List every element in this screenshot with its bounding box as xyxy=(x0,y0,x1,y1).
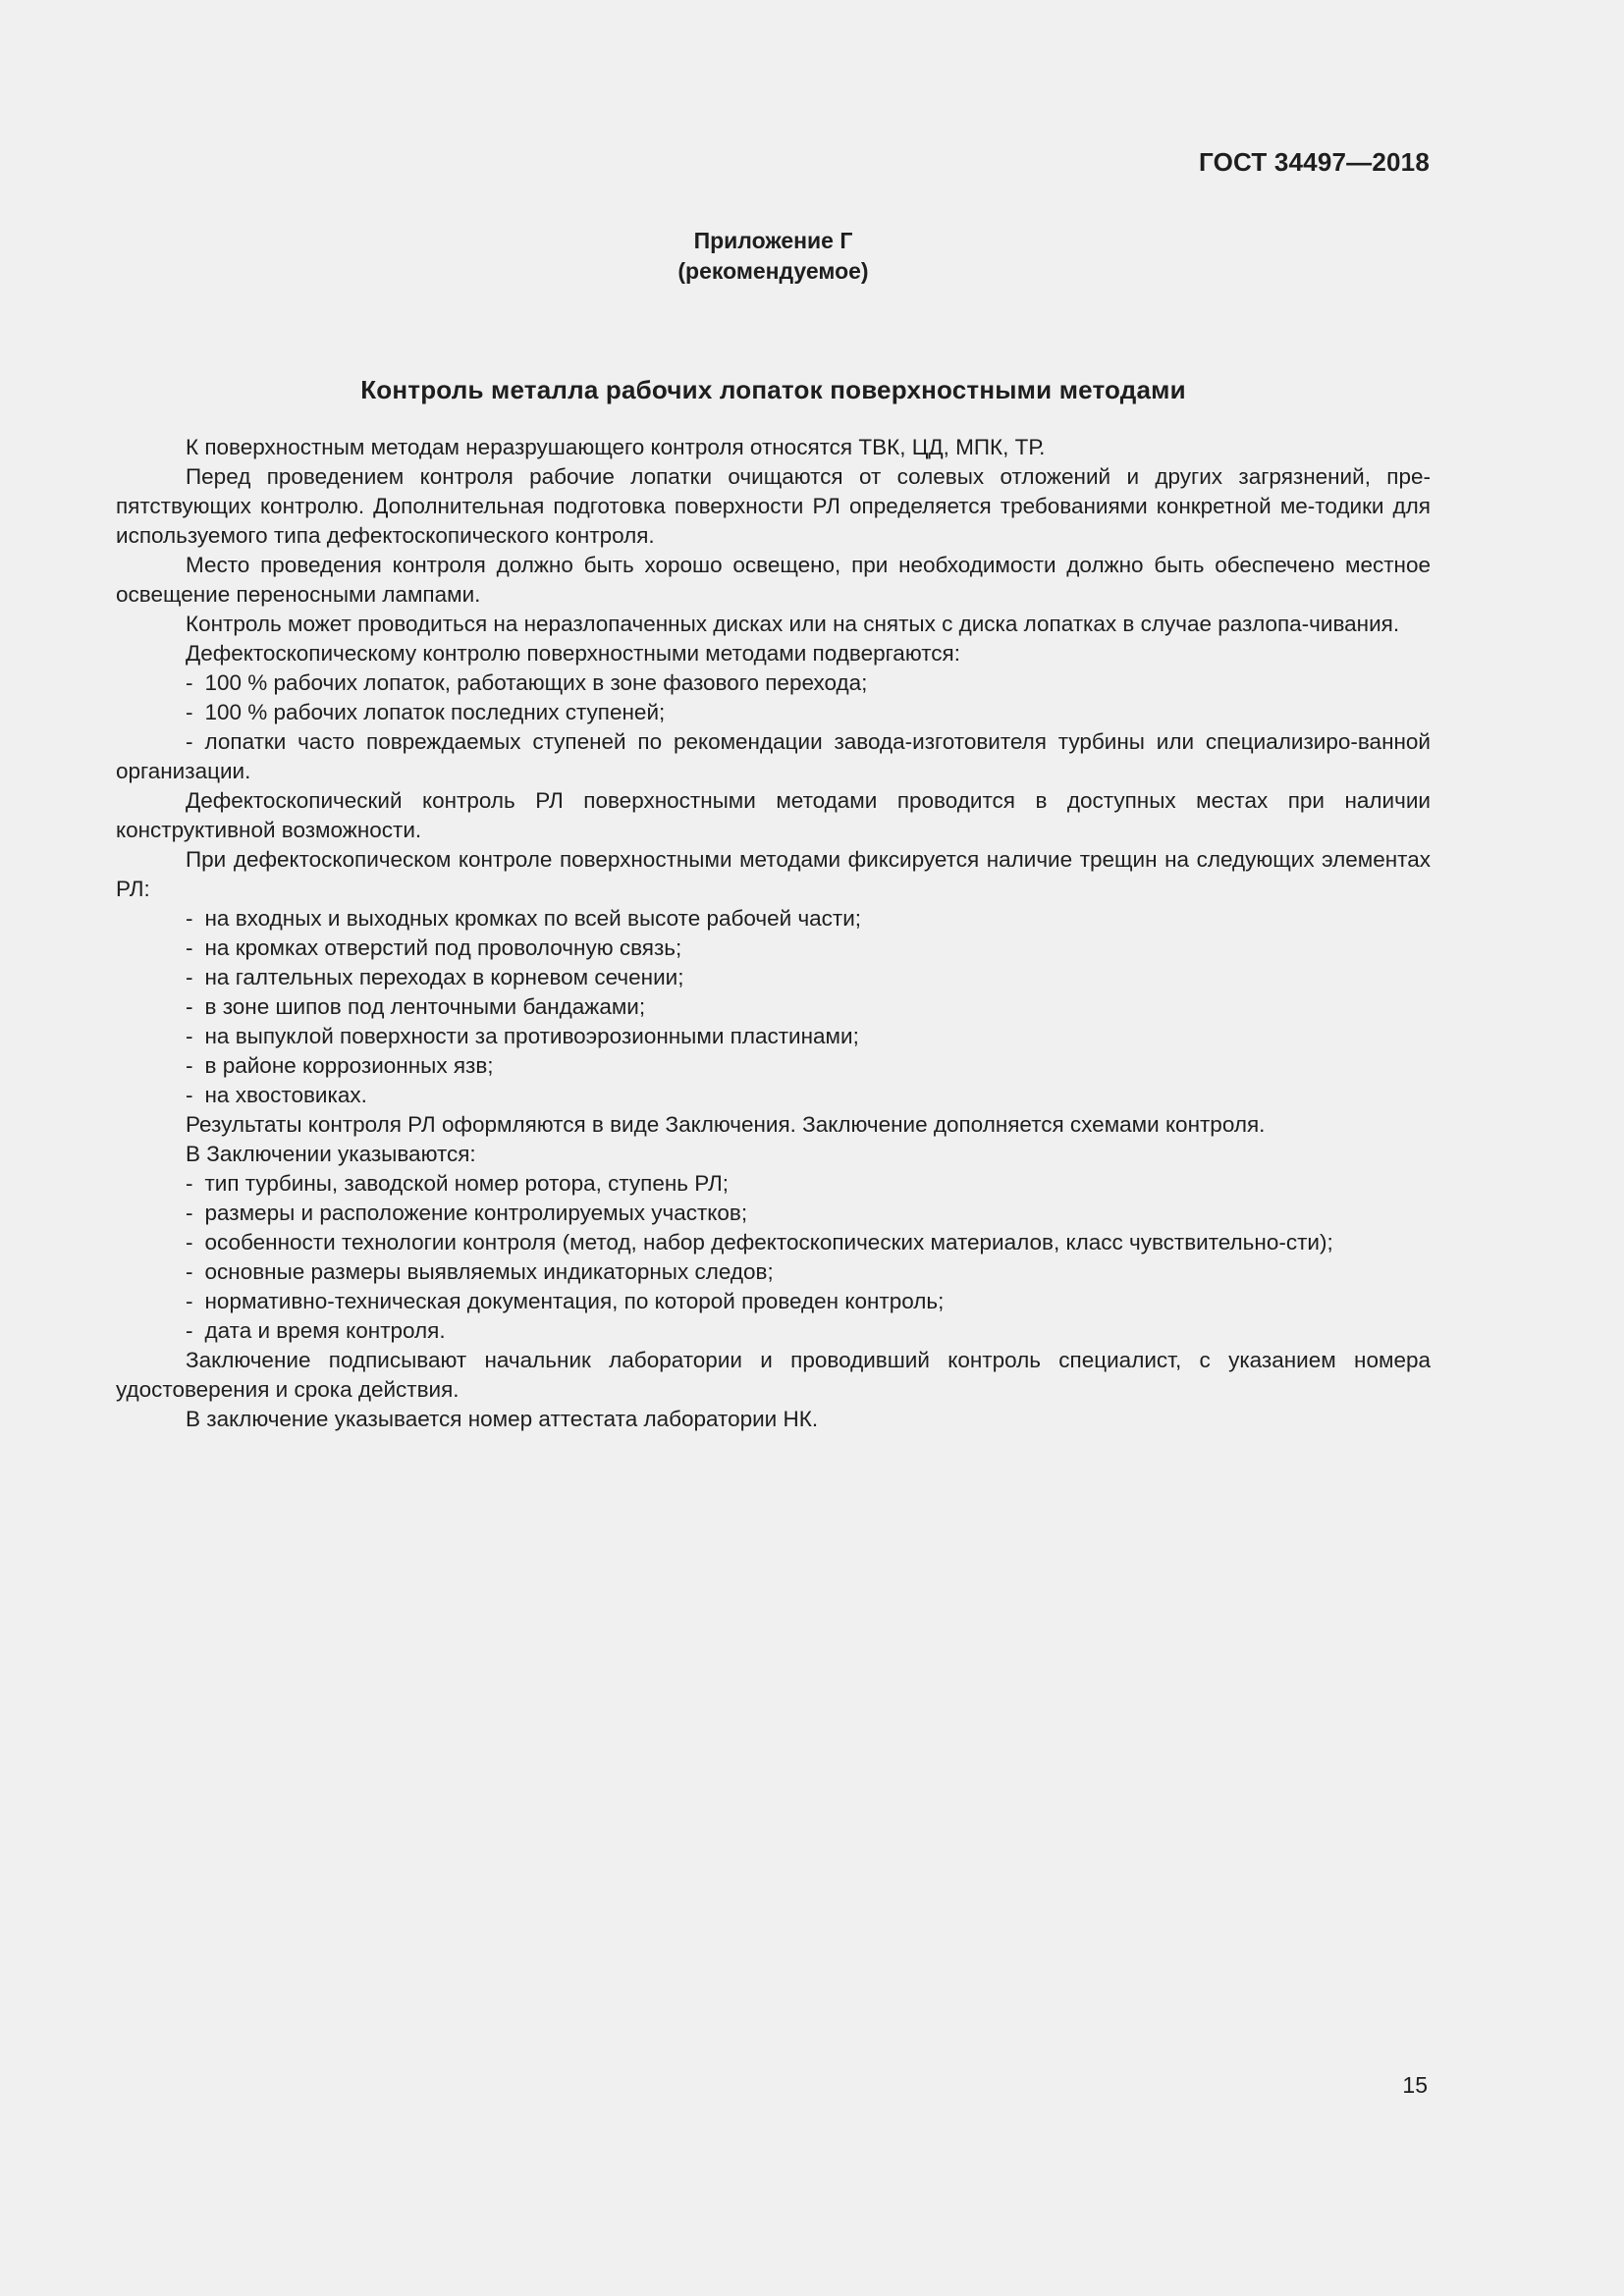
list-item-text: основные размеры выявляемых индикаторных следов; xyxy=(204,1259,774,1284)
list-item xyxy=(116,934,1431,963)
appendix-heading xyxy=(0,226,1546,287)
list-dash: - xyxy=(186,700,193,724)
list-dash: - xyxy=(186,994,193,1019)
body-text xyxy=(116,433,1431,1434)
paragraph: Контроль может проводиться на неразлопаченных дисках или на снятых с диска лопатках в случае разлопа-чивания. xyxy=(186,612,1400,636)
paragraph: Дефектоскопическому контролю поверхностными методами подвергаются: xyxy=(186,641,960,666)
list-dash: - xyxy=(186,729,193,754)
list-item xyxy=(116,1169,1431,1199)
list-item-text: на хвостовиках. xyxy=(204,1083,367,1107)
list-item-text: тип турбины, заводской номер ротора, ступень РЛ; xyxy=(204,1171,730,1196)
list-item xyxy=(116,1081,1431,1110)
paragraph: В заключение указывается номер аттестата лаборатории НК. xyxy=(186,1407,819,1431)
appendix-label: Приложение Г xyxy=(693,228,853,253)
list-dash: - xyxy=(186,1201,193,1225)
list-item-text: особенности технологии контроля (метод, набор дефектоскопических материалов, класс чувствительно-сти); xyxy=(204,1230,1333,1255)
list-dash: - xyxy=(186,1318,193,1343)
paragraph: Место проведения контроля должно быть хорошо освещено, при необходимости должно быть обеспечено местное освещение переносными лампами. xyxy=(116,553,1431,607)
list-item xyxy=(116,1199,1431,1228)
list-item-text: 100 % рабочих лопаток, работающих в зоне фазового перехода; xyxy=(204,670,868,695)
list-item-text: на галтельных переходах в корневом сечении; xyxy=(204,965,684,989)
paragraph: К поверхностным методам неразрушающего контроля относятся ТВК, ЦД, МПК, ТР. xyxy=(186,435,1046,459)
paragraph: При дефектоскопическом контроле поверхностными методами фиксируется наличие трещин на следующих элементах РЛ: xyxy=(116,847,1431,901)
paragraph: В Заключении указываются: xyxy=(186,1142,476,1166)
list-dash: - xyxy=(186,935,193,960)
list-dash: - xyxy=(186,1053,193,1078)
list-dash: - xyxy=(186,1024,193,1048)
list-item xyxy=(116,698,1431,727)
list-item-text: размеры и расположение контролируемых участков; xyxy=(204,1201,748,1225)
section-title: Контроль металла рабочих лопаток поверхностными методами xyxy=(360,375,1186,404)
list-item-text: дата и время контроля. xyxy=(204,1318,446,1343)
list-item-text: на входных и выходных кромках по всей высоте рабочей части; xyxy=(204,906,862,931)
list-item xyxy=(116,904,1431,934)
list-item-text: на кромках отверстий под проволочную связь; xyxy=(204,935,682,960)
paragraph: Дефектоскопический контроль РЛ поверхностными методами проводится в доступных местах при наличии конструктивной возможности. xyxy=(116,788,1431,842)
list-item xyxy=(116,1228,1431,1257)
list-item-text: в зоне шипов под ленточными бандажами; xyxy=(204,994,646,1019)
list-item xyxy=(116,963,1431,992)
paragraph: Перед проведением контроля рабочие лопатки очищаются от солевых отложений и других загрязнений, пре-пятствующих контролю. Дополнительная подготовка поверхности РЛ определяется требованиями конкретной ме-тодики для используемого типа дефектоскопического контроля. xyxy=(116,464,1431,548)
list-item xyxy=(116,668,1431,698)
page-number: 15 xyxy=(1402,2072,1428,2098)
list-item-text: нормативно-техническая документация, по которой проведен контроль; xyxy=(204,1289,945,1313)
list-dash: - xyxy=(186,1230,193,1255)
list-dash: - xyxy=(186,1171,193,1196)
list-item-text: лопатки часто повреждаемых ступеней по рекомендации завода-изготовителя турбины или специализиро-ванной организации. xyxy=(116,729,1431,783)
paragraph: Заключение подписывают начальник лаборатории и проводивший контроль специалист, с указанием номера удостоверения и срока действия. xyxy=(116,1348,1431,1402)
list-dash: - xyxy=(186,670,193,695)
list-item xyxy=(116,1022,1431,1051)
list-item xyxy=(116,1257,1431,1287)
list-item-text: в районе коррозионных язв; xyxy=(204,1053,494,1078)
list-item xyxy=(116,1287,1431,1316)
list-item xyxy=(116,1051,1431,1081)
list-item-text: 100 % рабочих лопаток последних ступеней; xyxy=(204,700,666,724)
appendix-status: (рекомендуемое) xyxy=(677,258,869,284)
standard-number: ГОСТ 34497—2018 xyxy=(1199,147,1430,177)
list-dash: - xyxy=(186,965,193,989)
list-item xyxy=(116,992,1431,1022)
list-dash: - xyxy=(186,1259,193,1284)
list-item-text: на выпуклой поверхности за противоэрозионными пластинами; xyxy=(204,1024,859,1048)
list-item xyxy=(116,1316,1431,1346)
list-dash: - xyxy=(186,906,193,931)
list-dash: - xyxy=(186,1083,193,1107)
paragraph: Результаты контроля РЛ оформляются в виде Заключения. Заключение дополняется схемами контроля. xyxy=(186,1112,1266,1137)
list-dash: - xyxy=(186,1289,193,1313)
list-item xyxy=(116,727,1431,786)
